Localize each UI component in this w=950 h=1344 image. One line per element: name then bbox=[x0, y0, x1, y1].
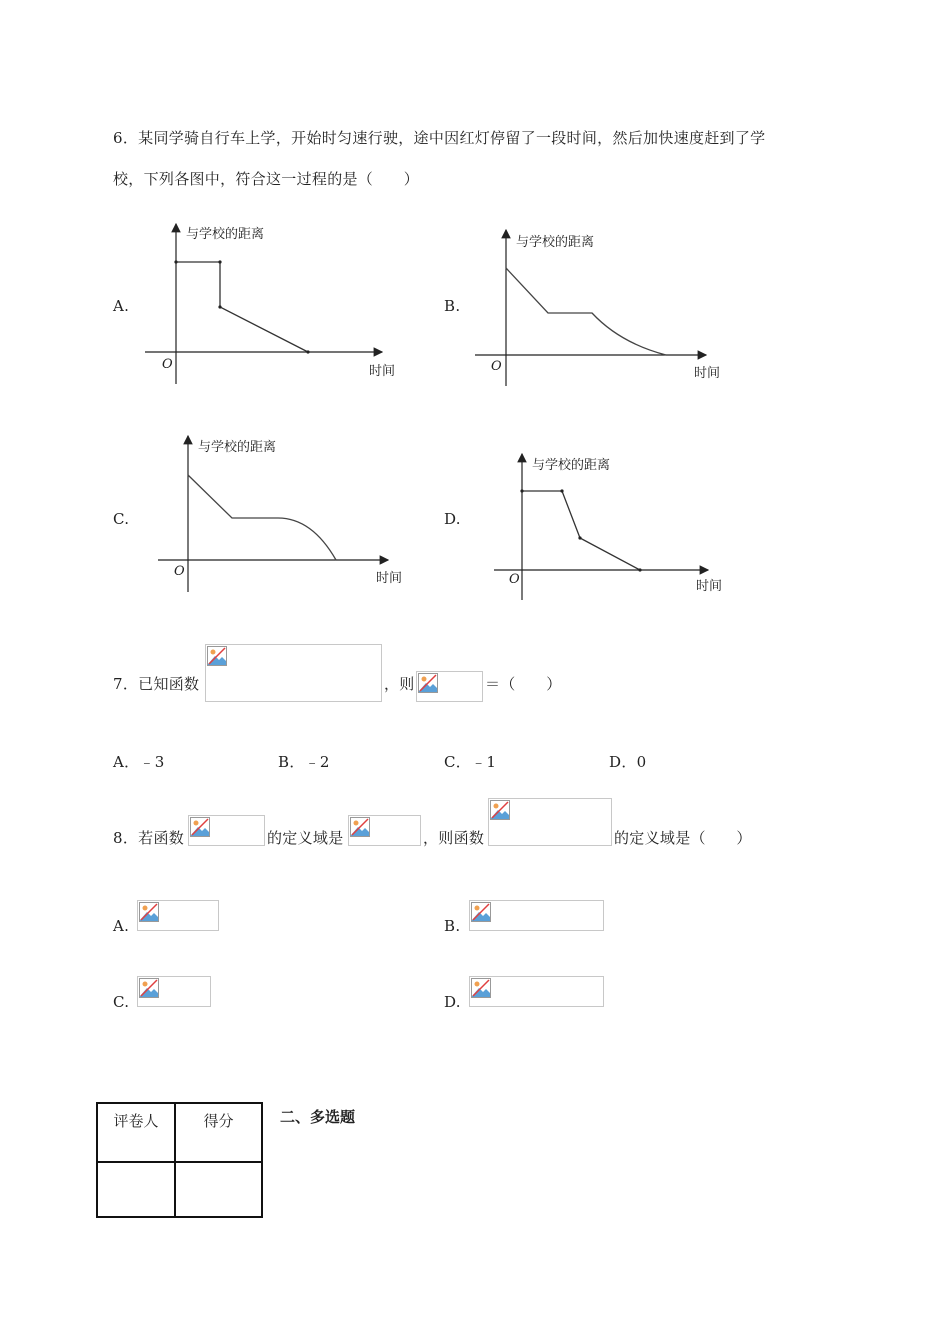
q7-function-image bbox=[205, 644, 382, 702]
score-table-cell-grader[interactable] bbox=[97, 1162, 175, 1217]
broken-image-icon bbox=[139, 978, 159, 998]
q6-option-c-label: C. bbox=[113, 510, 130, 528]
q6-graph-b bbox=[470, 218, 730, 388]
q8-mid2: ，则函数 bbox=[423, 829, 485, 847]
q7-option-b: B．﹣2 bbox=[278, 753, 330, 771]
q6-option-a-label: A. bbox=[113, 297, 130, 315]
section-title: 二、多选题 bbox=[280, 1108, 356, 1126]
q6-option-d-label: D. bbox=[444, 510, 461, 528]
graph-d-ylabel: 与学校的距离 bbox=[532, 458, 611, 473]
broken-image-icon bbox=[418, 673, 438, 693]
q8-option-d-label: D. bbox=[444, 993, 461, 1011]
graph-c-curve bbox=[188, 475, 336, 560]
graph-d-origin: O bbox=[509, 572, 520, 587]
q6-graph-a bbox=[140, 218, 400, 388]
q6-graph-c bbox=[150, 430, 410, 600]
score-table bbox=[96, 1102, 263, 1218]
q7-prefix: 7．已知函数 bbox=[113, 675, 200, 693]
q8-option-d-image bbox=[469, 976, 604, 1007]
broken-image-icon bbox=[190, 817, 210, 837]
q6-option-b-label: B. bbox=[444, 297, 461, 315]
q7-option-c: C．﹣1 bbox=[444, 753, 497, 771]
q7-option-a: A．﹣3 bbox=[113, 753, 165, 771]
graph-a-origin: O bbox=[162, 357, 173, 372]
q8-mid1: 的定义域是 bbox=[267, 829, 344, 847]
q7-mid: ，则 bbox=[384, 675, 415, 693]
q8-prefix: 8．若函数 bbox=[113, 829, 185, 847]
broken-image-icon bbox=[471, 902, 491, 922]
graph-c-xlabel: 时间 bbox=[376, 571, 403, 586]
graph-d-curve bbox=[522, 491, 640, 570]
q8-domain-image bbox=[348, 815, 421, 846]
broken-image-icon bbox=[350, 817, 370, 837]
q8-option-c-image bbox=[137, 976, 211, 1007]
graph-b-origin: O bbox=[491, 359, 502, 374]
graph-c-origin: O bbox=[174, 564, 185, 579]
broken-image-icon bbox=[207, 646, 227, 666]
score-table-cell-score[interactable] bbox=[175, 1162, 262, 1217]
graph-b-curve bbox=[506, 268, 666, 355]
graph-a-xlabel: 时间 bbox=[369, 364, 396, 379]
q8-composite-function-image bbox=[488, 798, 612, 846]
graph-d-xlabel: 时间 bbox=[696, 579, 723, 594]
q7-suffix: ＝（ ） bbox=[485, 675, 562, 693]
score-table-header-grader: 评卷人 bbox=[97, 1103, 175, 1162]
q6-text-line2: 校，下列各图中，符合这一过程的是（ ） bbox=[113, 170, 420, 188]
score-table-header-score: 得分 bbox=[175, 1103, 262, 1162]
q8-function-image bbox=[188, 815, 265, 846]
graph-c-ylabel: 与学校的距离 bbox=[198, 440, 277, 455]
q7-option-d: D．0 bbox=[609, 753, 647, 771]
q8-option-a-label: A. bbox=[113, 917, 130, 935]
q8-suffix: 的定义域是（ ） bbox=[614, 829, 752, 847]
graph-a-ylabel: 与学校的距离 bbox=[186, 227, 265, 242]
q8-option-c-label: C. bbox=[113, 993, 130, 1011]
broken-image-icon bbox=[490, 800, 510, 820]
q8-option-b-image bbox=[469, 900, 604, 931]
graph-a-curve bbox=[176, 262, 308, 352]
graph-b-xlabel: 时间 bbox=[694, 366, 721, 381]
graph-b-ylabel: 与学校的距离 bbox=[516, 235, 595, 250]
broken-image-icon bbox=[139, 902, 159, 922]
q6-text-line1: 6．某同学骑自行车上学，开始时匀速行驶，途中因红灯停留了一段时间，然后加快速度赶到了学 bbox=[113, 129, 766, 147]
q8-option-a-image bbox=[137, 900, 219, 931]
broken-image-icon bbox=[471, 978, 491, 998]
q6-graph-d bbox=[490, 448, 750, 618]
q8-option-b-label: B. bbox=[444, 917, 461, 935]
q7-expression-image bbox=[416, 671, 483, 702]
